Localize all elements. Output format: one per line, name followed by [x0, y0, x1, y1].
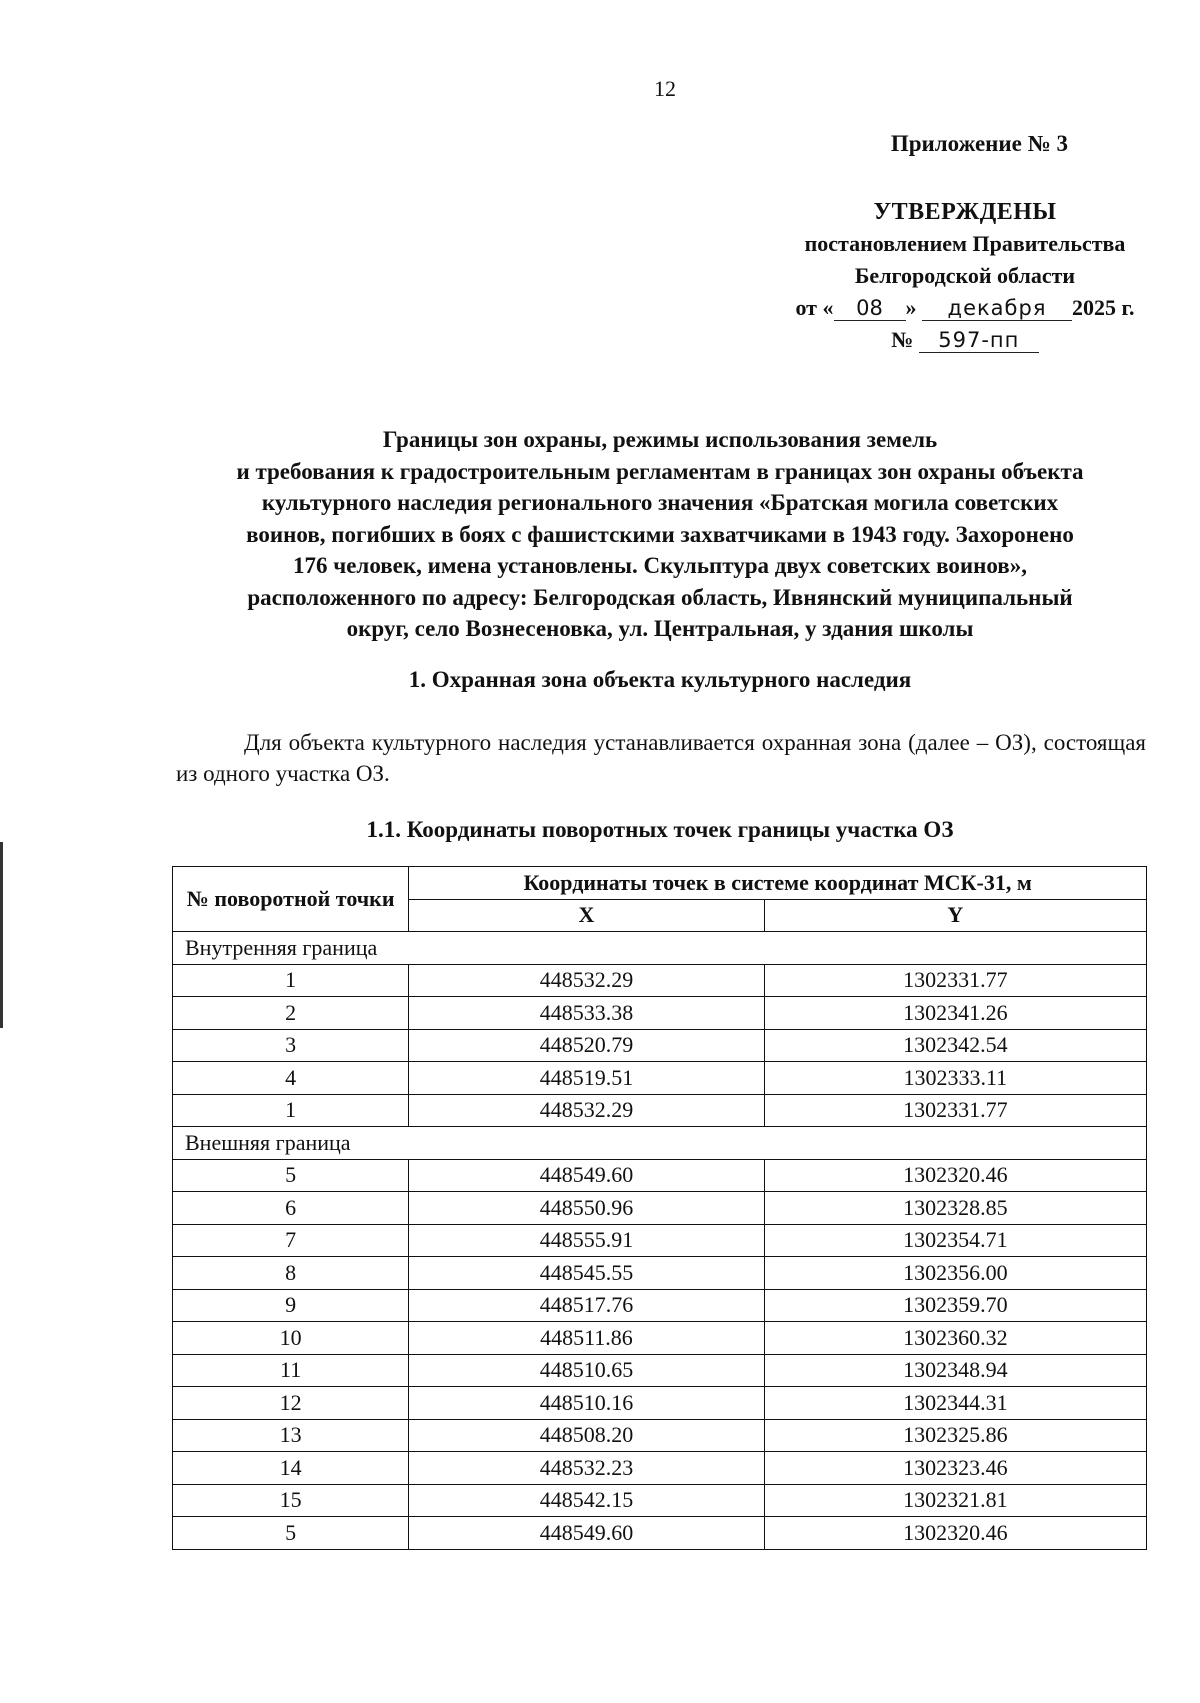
x-cell: 448517.76 [409, 1289, 764, 1322]
date-mid: » [905, 295, 917, 320]
appendix-title: Приложение № 3 [890, 131, 1068, 156]
y-cell: 1302325.86 [764, 1419, 1146, 1452]
scan-edge-mark [0, 842, 3, 1028]
point-cell: 9 [173, 1289, 409, 1322]
table-row [173, 1094, 1147, 1127]
table-body [173, 932, 1147, 1550]
y-cell: 1302356.00 [764, 1257, 1146, 1290]
y-cell: 1302321.81 [764, 1484, 1146, 1517]
point-cell: 3 [173, 1029, 409, 1062]
header-coordinates: Координаты точек в системе координат МСК-31, м [409, 867, 1147, 900]
table-group-row [173, 932, 1147, 965]
header-y: Y [764, 899, 1146, 932]
approval-line-1: постановлением Правительства [804, 231, 1126, 256]
table-row [173, 1484, 1147, 1517]
x-cell: 448549.60 [409, 1517, 764, 1550]
point-cell: 1 [173, 964, 409, 997]
x-cell: 448532.29 [409, 1094, 764, 1127]
header-x: X [409, 899, 764, 932]
date-day: 08 [834, 296, 906, 321]
title-line: Границы зон охраны, режимы использования земель [382, 427, 938, 452]
point-cell: 1 [173, 1094, 409, 1127]
y-cell: 1302333.11 [764, 1062, 1146, 1095]
y-cell: 1302342.54 [764, 1029, 1146, 1062]
x-cell: 448550.96 [409, 1192, 764, 1225]
title-line: 176 человек, имена установлены. Скульптура двух советских воинов», [293, 553, 1027, 578]
x-cell: 448532.23 [409, 1452, 764, 1485]
y-cell: 1302344.31 [764, 1387, 1146, 1420]
approved-heading: УТВЕРЖДЕНЫ [873, 199, 1057, 225]
x-cell: 448555.91 [409, 1224, 764, 1257]
point-cell: 14 [173, 1452, 409, 1485]
page-number: 12 [654, 76, 676, 101]
title-line: и требования к градостроительным регламентам в границах зон охраны объекта [236, 458, 1084, 484]
table-heading: 1.1. Координаты поворотных точек границы участка ОЗ [366, 817, 954, 842]
x-cell: 448533.38 [409, 997, 764, 1030]
date-month: декабря [922, 296, 1072, 321]
x-cell: 448549.60 [409, 1159, 764, 1192]
y-cell: 1302328.85 [764, 1192, 1146, 1225]
table-row [173, 1289, 1147, 1322]
y-cell: 1302354.71 [764, 1224, 1146, 1257]
point-cell: 2 [173, 997, 409, 1030]
y-cell: 1302359.70 [764, 1289, 1146, 1322]
point-cell: 13 [173, 1419, 409, 1452]
x-cell: 448508.20 [409, 1419, 764, 1452]
x-cell: 448532.29 [409, 964, 764, 997]
y-cell: 1302360.32 [764, 1322, 1146, 1355]
table-row [173, 1257, 1147, 1290]
table-group-row [173, 1127, 1147, 1160]
x-cell: 448510.65 [409, 1354, 764, 1387]
table-row [173, 1159, 1147, 1192]
number-value: 597-пп [919, 328, 1039, 353]
y-cell: 1302348.94 [764, 1354, 1146, 1387]
date-prefix: от « [795, 295, 834, 320]
section-heading: 1. Охранная зона объекта культурного наследия [408, 667, 912, 692]
title-line: культурного наследия регионального значения «Братская могила советских [261, 490, 1059, 515]
point-cell: 5 [173, 1159, 409, 1192]
point-cell: 5 [173, 1517, 409, 1550]
table-row [173, 1062, 1147, 1095]
table-row [173, 1322, 1147, 1355]
table-row [173, 1452, 1147, 1485]
table-row [173, 1224, 1147, 1257]
table-row [173, 964, 1147, 997]
approval-date [760, 292, 1170, 324]
point-cell: 15 [173, 1484, 409, 1517]
table-row [173, 997, 1147, 1030]
header-point: № поворотной точки [173, 867, 409, 932]
approval-line-2: Белгородской области [854, 263, 1076, 288]
body-paragraph: Для объекта культурного наследия устанавливается охранная зона (далее – ОЗ), состоящая из одного участка ОЗ. [176, 730, 1146, 786]
table-row [173, 1517, 1147, 1550]
y-cell: 1302331.77 [764, 964, 1146, 997]
table-row [173, 1387, 1147, 1420]
point-cell: 7 [173, 1224, 409, 1257]
point-cell: 6 [173, 1192, 409, 1225]
document-title [170, 424, 1150, 645]
x-cell: 448545.55 [409, 1257, 764, 1290]
table-row [173, 1029, 1147, 1062]
title-line: воинов, погибших в боях с фашистскими захватчиками в 1943 году. Захоронено [246, 521, 1074, 547]
date-year: 2025 г. [1072, 295, 1135, 320]
y-cell: 1302320.46 [764, 1517, 1146, 1550]
number-prefix: № [891, 327, 914, 352]
title-line: округ, село Вознесеновка, ул. Центральная, у здания школы [346, 616, 974, 641]
group-label: Внутренняя граница [173, 932, 1147, 965]
point-cell: 12 [173, 1387, 409, 1420]
point-cell: 11 [173, 1354, 409, 1387]
x-cell: 448519.51 [409, 1062, 764, 1095]
table-row [173, 1419, 1147, 1452]
table-row [173, 1192, 1147, 1225]
y-cell: 1302341.26 [764, 997, 1146, 1030]
x-cell: 448511.86 [409, 1322, 764, 1355]
approval-number [760, 324, 1170, 356]
y-cell: 1302331.77 [764, 1094, 1146, 1127]
y-cell: 1302320.46 [764, 1159, 1146, 1192]
approval-block [760, 196, 1170, 356]
y-cell: 1302323.46 [764, 1452, 1146, 1485]
title-line: расположенного по адресу: Белгородская область, Ивнянский муниципальный [247, 584, 1073, 610]
table-row [173, 1354, 1147, 1387]
point-cell: 4 [173, 1062, 409, 1095]
coordinates-table [172, 866, 1147, 1550]
point-cell: 10 [173, 1322, 409, 1355]
x-cell: 448510.16 [409, 1387, 764, 1420]
x-cell: 448542.15 [409, 1484, 764, 1517]
group-label: Внешняя граница [173, 1127, 1147, 1160]
point-cell: 8 [173, 1257, 409, 1290]
x-cell: 448520.79 [409, 1029, 764, 1062]
